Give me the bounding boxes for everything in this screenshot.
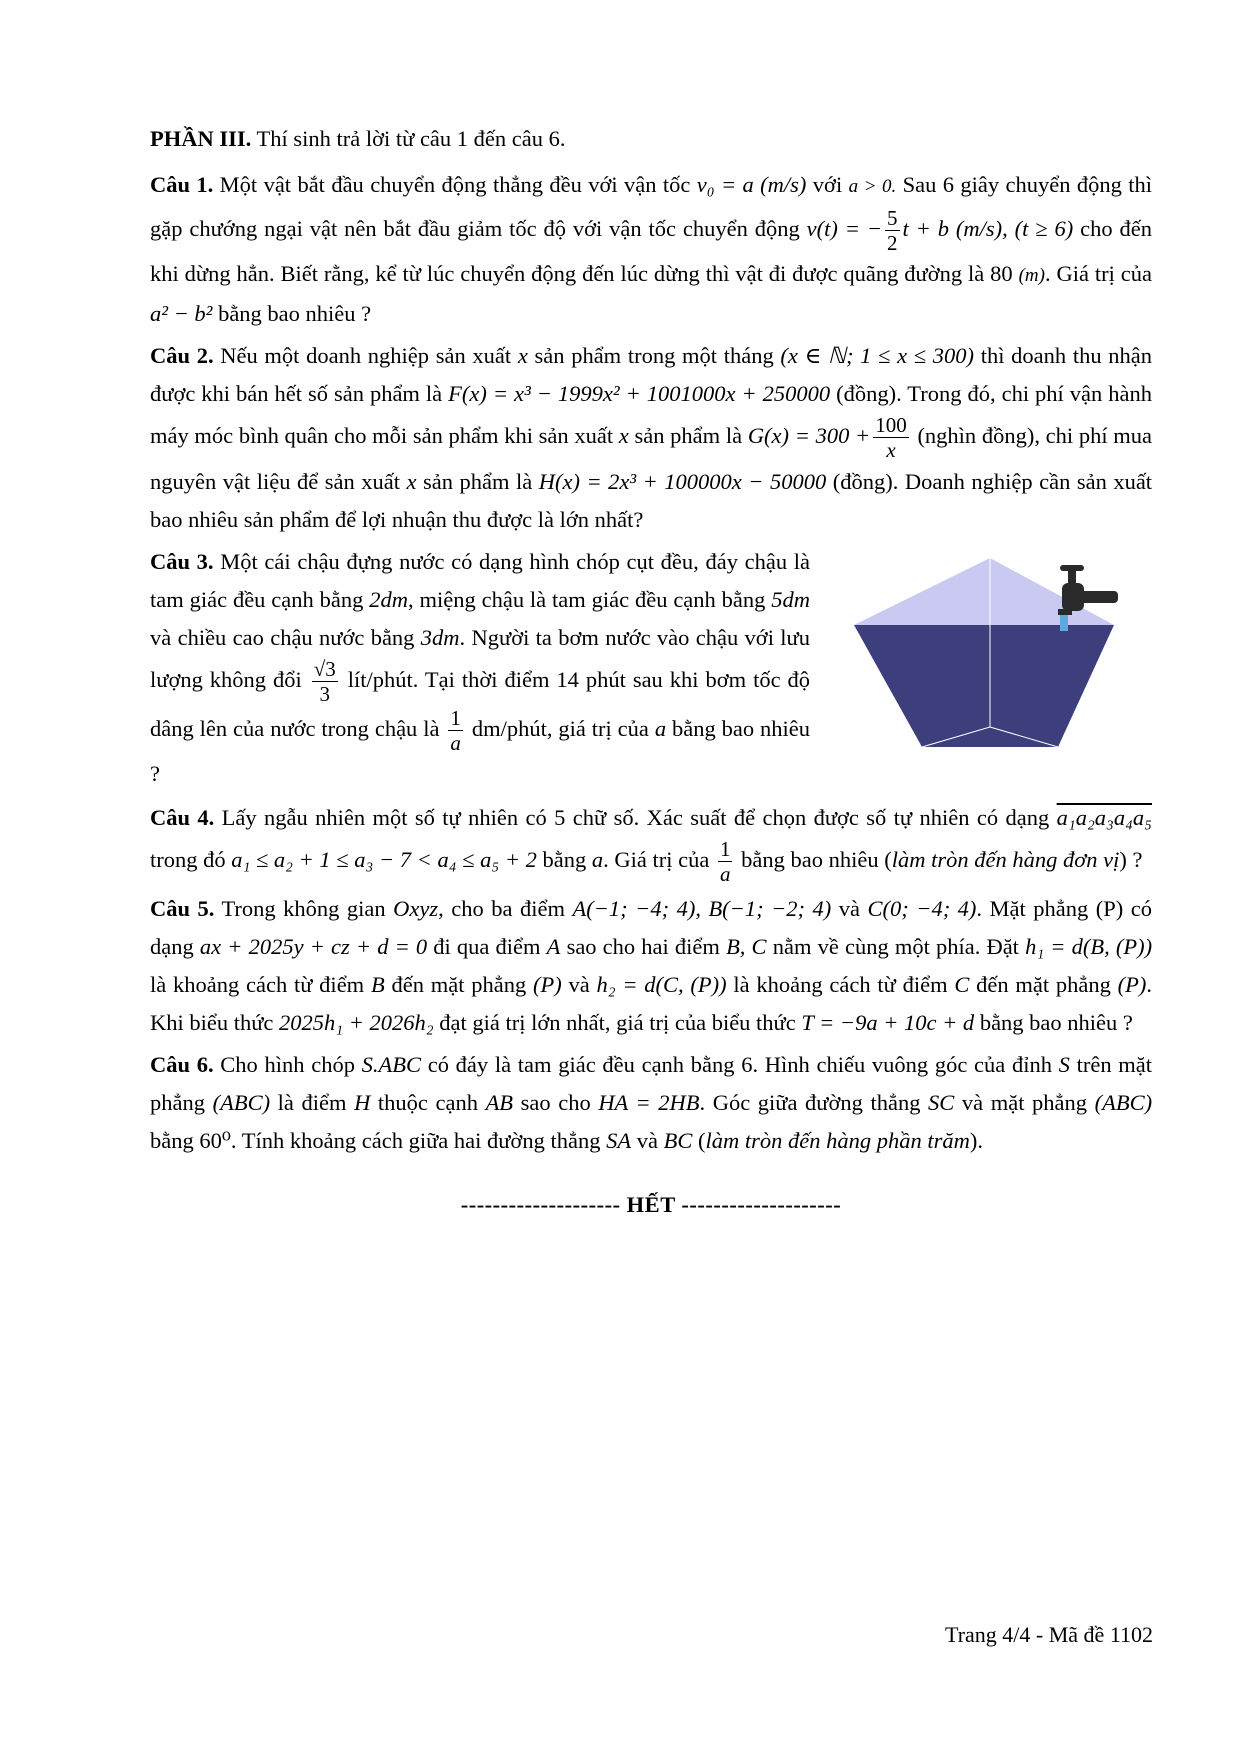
q2-text: Nếu một doanh nghiệp sản xuất [220, 343, 512, 369]
q6-pyramid: S.ABC [361, 1052, 422, 1078]
q6-text: . Tính khoảng cách giữa hai đường thẳng [230, 1128, 601, 1154]
q3-frac-den: 3 [319, 681, 330, 706]
q4-condition: a₁ ≤ a₂ + 1 ≤ a₃ − 7 < a₄ ≤ a₅ + 2 [231, 846, 537, 872]
q5-text: đến mặt phẳng [976, 972, 1111, 998]
q5-text: đi qua điểm [433, 934, 541, 960]
q1-condition: a > 0. [848, 176, 897, 197]
q6-plane: (ABC) [212, 1090, 271, 1116]
q6-text: thuộc cạnh [377, 1090, 478, 1116]
q2-material-formula: H(x) = 2x³ + 100000x − 50000 [538, 468, 827, 494]
q6-text: ( [697, 1128, 706, 1154]
q5-text: là khoảng cách từ điểm [150, 972, 365, 998]
q5-text: và [838, 896, 861, 922]
q6-var: AB [485, 1090, 514, 1116]
q4-text: . Giá trị của [603, 846, 710, 872]
q6-side: 6 [741, 1052, 753, 1078]
q6-text: bằng [150, 1128, 194, 1154]
q4-text: Lấy ngẫu nhiên một số tự nhiên có 5 chữ số. Xác suất để chọn được số tự nhiên có dạng [221, 805, 1050, 831]
q6-text: . Hình chiếu vuông góc của đỉnh [752, 1052, 1052, 1078]
q3-rate-fraction [312, 657, 338, 706]
q1-frac-den: 2 [887, 231, 898, 256]
q6-text: và mặt phẳng [961, 1090, 1088, 1116]
q5-label: Câu 5. [150, 896, 215, 922]
q2-text: sản phẩm là [422, 468, 533, 494]
q5-text: . Khi biểu thức [150, 972, 1153, 1036]
q3-frac-num: 1 [450, 705, 461, 730]
q4-var: a [591, 846, 604, 872]
question-3 [150, 543, 1152, 794]
q5-text: . Mặt phẳng (P) có dạng [150, 896, 1152, 960]
q3-dim: 2dm [369, 586, 408, 612]
q2-frac-den: x [886, 438, 896, 463]
q6-ratio: HA = 2HB [598, 1090, 700, 1116]
q2-label: Câu 2. [150, 343, 214, 369]
q5-var: B [370, 972, 385, 998]
q2-text: (đồng). Doanh nghiệp cần sản xuất bao nhiêu sản phẩm để lợi nhuận thu được là lớn nhất? [150, 468, 1153, 532]
question-6 [150, 1046, 1152, 1160]
q3-dim: 3dm [420, 624, 460, 650]
q4-text: bằng bao nhiêu ( [741, 846, 892, 872]
q6-text: có đáy là tam giác đều cạnh bằng [427, 1052, 735, 1078]
q2-cost-formula: G(x) = 300 + [747, 423, 871, 449]
q5-space: Oxyz [393, 896, 439, 922]
faucet-icon [1058, 565, 1118, 615]
q6-var: S [1058, 1052, 1070, 1078]
q6-text: Cho hình chóp [220, 1052, 355, 1078]
q6-var: H [354, 1090, 371, 1116]
q6-var: SC [928, 1090, 955, 1116]
q3-text: bằng bao nhiêu ? [150, 715, 811, 787]
section-text: Thí sinh trả lời từ câu 1 đến câu 6. [256, 126, 566, 151]
question-1 [150, 166, 1152, 333]
q1-unit: (m) [1018, 265, 1045, 287]
q3-text: lít/phút. Tại thời điểm 14 phút sau khi bơm tốc độ dâng lên của nước trong chậu là [150, 666, 811, 741]
q3-label: Câu 3. [150, 548, 214, 574]
q4-frac-den: a [719, 862, 731, 887]
q6-plane: (ABC) [1094, 1090, 1153, 1116]
q3-text: dm/phút, giá trị của [471, 715, 649, 741]
section-label: PHẦN III. [150, 126, 252, 151]
q1-label: Câu 1. [150, 172, 214, 197]
q1-text: Sau 6 giây chuyển động thì gặp chướng ngại vật nên bắt đầu giảm tốc độ với vận tốc chuyển động [150, 172, 1153, 241]
q2-domain: (x ∈ ℕ; 1 ≤ x ≤ 300) [780, 343, 975, 369]
q6-angle: 60⁰ [199, 1128, 231, 1154]
end-marker: -------------------- HẾT -------------------- [460, 1192, 842, 1218]
q2-var: x [406, 468, 417, 494]
q5-var: A [546, 934, 561, 960]
q3-text: , miệng chậu là tam giác đều cạnh bằng [408, 586, 766, 612]
q5-text: là khoảng cách từ điểm [733, 972, 948, 998]
q5-point-a: A(−1; −4; 4) [572, 896, 696, 922]
q2-var: x [517, 343, 528, 369]
q5-point-c: C(0; −4; 4) [867, 896, 977, 922]
q2-revenue-formula: F(x) = x³ − 1999x² + 1001000x + 250000 [448, 381, 831, 407]
q2-frac-num: 100 [875, 413, 907, 438]
q4-note: làm tròn đến hàng đơn vị [891, 846, 1120, 872]
q4-number-form: a₁a₂a₃a₄a₅ [1056, 805, 1153, 831]
q5-text: đến mặt phẳng [391, 972, 527, 998]
q3-text: Một cái chậu đựng nước có dạng hình chóp cụt đều, đáy chậu là tam giác đều cạnh bằng [150, 548, 810, 612]
question-2 [150, 337, 1152, 538]
q6-text: sao cho [520, 1090, 591, 1116]
q2-text: (nghìn đồng), chi phí mua nguyên vật liệu để sản xuất [150, 423, 1153, 494]
q1-vt: t + b (m/s), (t ≥ 6) [902, 215, 1074, 241]
q2-fraction [873, 413, 909, 462]
question-5: Câu 5. Trong không gian Oxyz, cho ba điểm A(−1; −4; 4), B(−1; −2; 4) và C(0; −4; 4). Mặt phẳng (P) có dạng ax + 2025y + cz + d = 0 đi qua điểm A sao cho hai điểm B, C nằm về cùng một phía. Đặt h₁ = d(B, (P)) là khoảng cách từ điểm B đến mặt phẳng (P) và h₂ = d(C, (P)) là khoảng cách từ điểm C đến mặt phẳng (P). Khi biểu thức 2025h₁ + 2026h₂ đạt giá trị lớn nhất, giá trị của biểu thức T = −9a + 10c + d bằng bao nhiêu ? [150, 896, 1153, 1036]
q5-text: Trong không gian [221, 896, 386, 922]
q6-text: là điểm [277, 1090, 347, 1116]
q3-speed-fraction [448, 706, 463, 755]
q5-t-expression: T = −9a + 10c + d [801, 1010, 975, 1036]
q6-var: BC [663, 1128, 693, 1154]
q4-text: ) ? [1119, 846, 1143, 872]
q1-v0: v₀ = a (m/s) [696, 172, 807, 197]
q5-plane-equation: ax + 2025y + cz + d = 0 [199, 934, 428, 960]
q5-var: (P) [1117, 972, 1147, 998]
q5-var: B, C [726, 934, 767, 960]
q5-text: đạt giá trị lớn nhất, giá trị của biểu thức [439, 1010, 796, 1036]
q6-label: Câu 6. [150, 1052, 214, 1078]
q5-var: C [954, 972, 970, 998]
q5-h2: h₂ = d(C, (P)) [596, 972, 727, 998]
q2-text: sản phẩm là [634, 423, 743, 449]
q1-text: Một vật bắt đầu chuyển động thẳng đều với vận tốc [219, 172, 691, 197]
q5-point-b: B(−1; −2; 4) [708, 896, 832, 922]
q4-fraction [718, 837, 733, 886]
water-stream [1060, 615, 1068, 631]
q1-fraction [885, 206, 900, 255]
q2-text: sản phẩm trong một tháng [534, 343, 774, 369]
q6-text: . Góc giữa đường thẳng [699, 1090, 921, 1116]
q5-text: bằng bao nhiêu ? [979, 1010, 1133, 1036]
q5-expression: 2025h₁ + 2026h₂ [279, 1010, 434, 1036]
q6-text: và [636, 1128, 658, 1154]
q1-vt: v(t) = − [806, 215, 883, 241]
q5-var: (P) [532, 972, 562, 998]
q5-text: nằm về cùng một phía. Đặt [772, 934, 1019, 960]
q5-text: và [568, 972, 590, 998]
q3-var: a [654, 715, 667, 741]
exam-page [150, 120, 1152, 1247]
q5-text: , cho ba điểm [438, 896, 565, 922]
q3-text: . Người ta bơm nước vào chậu với lưu lượng không đổi [150, 624, 810, 692]
q4-text: bằng [542, 846, 587, 872]
q3-dim: 5dm [771, 586, 811, 612]
q4-label: Câu 4. [150, 805, 215, 831]
q5-text: sao cho hai điểm [566, 934, 720, 960]
q4-text: trong đó [150, 846, 226, 872]
q1-expression: a² − b² [150, 301, 213, 327]
q2-text: thì doanh thu nhận được khi bán hết số sản phẩm là [150, 343, 1153, 407]
q5-h1: h₁ = d(B, (P)) [1025, 934, 1153, 960]
q6-var: SA [606, 1128, 632, 1154]
q4-frac-num: 1 [719, 837, 731, 862]
q6-text: ). [969, 1128, 983, 1154]
q6-text: trên mặt phẳng [150, 1052, 1153, 1116]
q6-note: làm tròn đến hàng phần trăm [705, 1128, 970, 1154]
basin-figure [852, 553, 1152, 783]
section-heading [150, 120, 1152, 158]
q3-text: và chiều cao chậu nước bằng [150, 624, 415, 650]
q2-text: (đồng). Trong đó, chi phí vận hành máy móc bình quân cho mỗi sản phẩm khi sản xuất [150, 381, 1152, 449]
q1-text: . Giá trị của [1044, 261, 1152, 287]
question-4 [150, 799, 1152, 886]
q1-text: cho đến khi dừng hẳn. Biết rằng, kể từ lúc chuyển động đến lúc dừng thì vật đi được quãng đường là 80 [150, 215, 1153, 287]
q3-text-block [150, 543, 810, 794]
q1-text: với [812, 172, 843, 197]
q3-frac-den: a [450, 730, 461, 755]
q3-frac-num: √3 [313, 656, 336, 681]
q2-var: x [618, 423, 629, 449]
q1-frac-num: 5 [887, 206, 898, 230]
page-footer: Trang 4/4 - Mã đề 1102 [945, 1622, 1153, 1647]
q1-text: bằng bao nhiêu ? [218, 301, 372, 327]
